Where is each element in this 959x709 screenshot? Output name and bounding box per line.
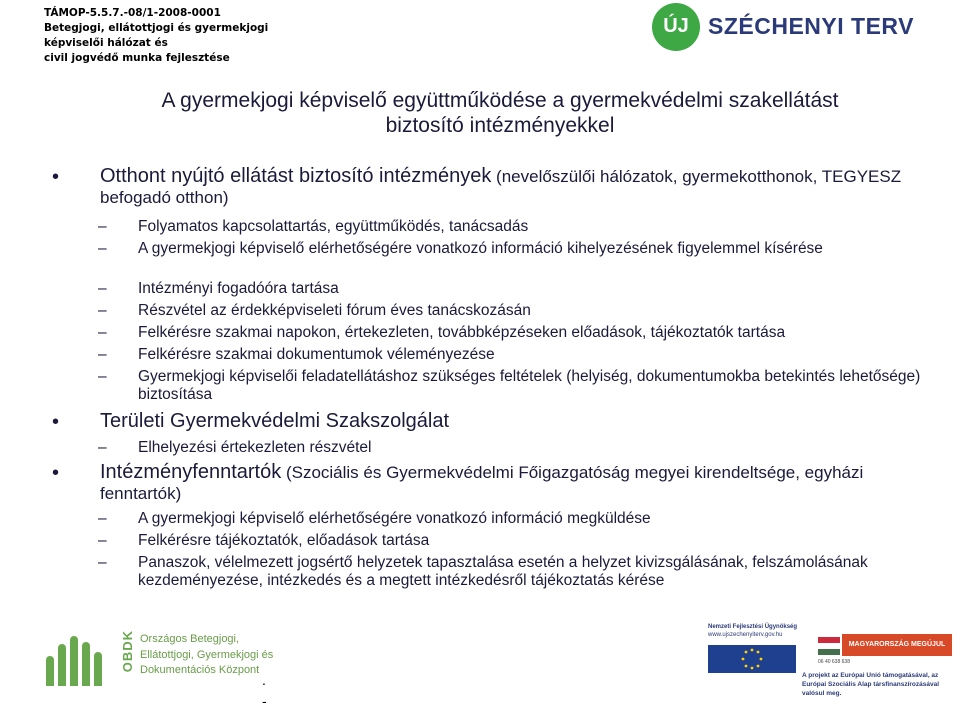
phone-number: 06 40 638 638 <box>818 659 850 665</box>
obdk-abbr: OBDK <box>120 630 135 673</box>
eu-flag-icon <box>708 645 796 673</box>
dash-icon: – <box>98 368 107 385</box>
list-item-text: Elhelyezési értekezleten részvétel <box>138 439 372 456</box>
hungarian-flag-icon <box>818 637 840 655</box>
dash-icon: – <box>98 302 107 319</box>
list-item-text: Gyermekjogi képviselői feladatellátáshoz szükséges feltételek (helyiség, dokumentumokba betekintés lehetősége) biztosítása <box>138 368 921 403</box>
dash-icon: – <box>98 532 107 549</box>
dash-icon: – <box>98 218 107 235</box>
project-line: civil jogvédő munka fejlesztése <box>44 52 230 64</box>
list-item-text: Panaszok, vélelmezett jogsértő helyzetek tapasztalása esetén a helyzet kivizsgálásának, felszámolásának kezdeményezése, intézkedés és a megtett intézkedésről tájékoztatás kérése <box>138 554 868 589</box>
section-heading-rest: (Szociális és Gyermekvédelmi Főigazgatóság megyei kirendeltsége, egyházi fenntartók) <box>100 463 864 503</box>
logo-badge-text: ÚJ <box>663 15 689 37</box>
list-item-text: Felkérésre szakmai dokumentumok véleményezése <box>138 346 495 363</box>
title-line-1: A gyermekjogi képviselő együttműködése a gyermekvédelmi szakellátást <box>161 89 839 112</box>
page-title <box>100 88 900 138</box>
title-line-2: biztosító intézményekkel <box>385 114 615 137</box>
dash-icon: – <box>98 324 107 341</box>
project-header <box>44 6 304 66</box>
eu-funding-block <box>706 621 954 706</box>
footer-dot: . <box>262 672 266 688</box>
list-item-text: Intézményi fogadóóra tartása <box>138 280 339 297</box>
project-line: képviselői hálózat és <box>44 37 168 49</box>
funding-note: A projekt az Európai Unió támogatásával, az Európai Szociális Alap társfinanszírozásával valósul meg. <box>802 672 940 697</box>
list-item-text: Részvétel az érdekképviseleti fórum éves tanácskozásán <box>138 302 531 319</box>
list-item-text: Felkérésre szakmai napokon, értekezleten, továbbképzéseken előadások, tájékoztatók tartása <box>138 324 786 341</box>
agency-url: www.ujszechenyiterv.gov.hu <box>708 632 783 638</box>
dash-icon: – <box>98 439 107 456</box>
project-line: TÁMOP-5.5.7.-08/1-2008-0001 <box>44 7 221 19</box>
obdk-line: Országos Betegjogi, <box>140 633 240 645</box>
szechenyi-terv-logo <box>652 3 952 53</box>
list-item-text: Folyamatos kapcsolattartás, együttműködés, tanácsadás <box>138 218 529 235</box>
dash-icon: – <box>98 346 107 363</box>
section-heading-main: Területi Gyermekvédelmi Szakszolgálat <box>100 410 450 432</box>
dash-icon: – <box>98 554 107 571</box>
obdk-line: Dokumentációs Központ <box>140 664 260 676</box>
dash-icon: – <box>98 240 107 257</box>
list-item-text: Felkérésre tájékoztatók, előadások tartása <box>138 532 430 549</box>
bullet-icon: • <box>52 462 60 484</box>
obdk-logo <box>40 628 300 698</box>
obdk-line: Ellátottjogi, Gyermekjogi és <box>140 648 274 661</box>
dash-icon: – <box>98 510 107 527</box>
project-line: Betegjogi, ellátottjogi és gyermekjogi <box>44 22 269 34</box>
footer-dash: - <box>262 693 267 709</box>
szechenyi-badge-icon <box>652 3 700 51</box>
dash-icon: – <box>98 280 107 297</box>
section-heading-rest: (nevelőszülői hálózatok, gyermekotthonok, TEGYESZ befogadó otthon) <box>100 167 902 207</box>
renewal-tag: MAGYARORSZÁG MEGÚJUL <box>842 634 952 656</box>
obdk-figures-icon <box>46 636 116 686</box>
agency-name: Nemzeti Fejlesztési Ügynökség <box>708 624 798 630</box>
logo-name: SZÉCHENYI TERV <box>708 13 914 39</box>
agency-info <box>708 623 797 639</box>
section-heading-main: Intézményfenntartók <box>100 461 282 483</box>
bullet-icon: • <box>52 411 60 433</box>
list-item-text: A gyermekjogi képviselő elérhetőségére vonatkozó információ kihelyezésének figyelemmel kísérése <box>138 240 823 257</box>
bullet-icon: • <box>52 166 60 188</box>
section-heading-main: Otthont nyújtó ellátást biztosító intézmények <box>100 165 492 187</box>
list-item-text: A gyermekjogi képviselő elérhetőségére vonatkozó információ megküldése <box>138 510 651 527</box>
